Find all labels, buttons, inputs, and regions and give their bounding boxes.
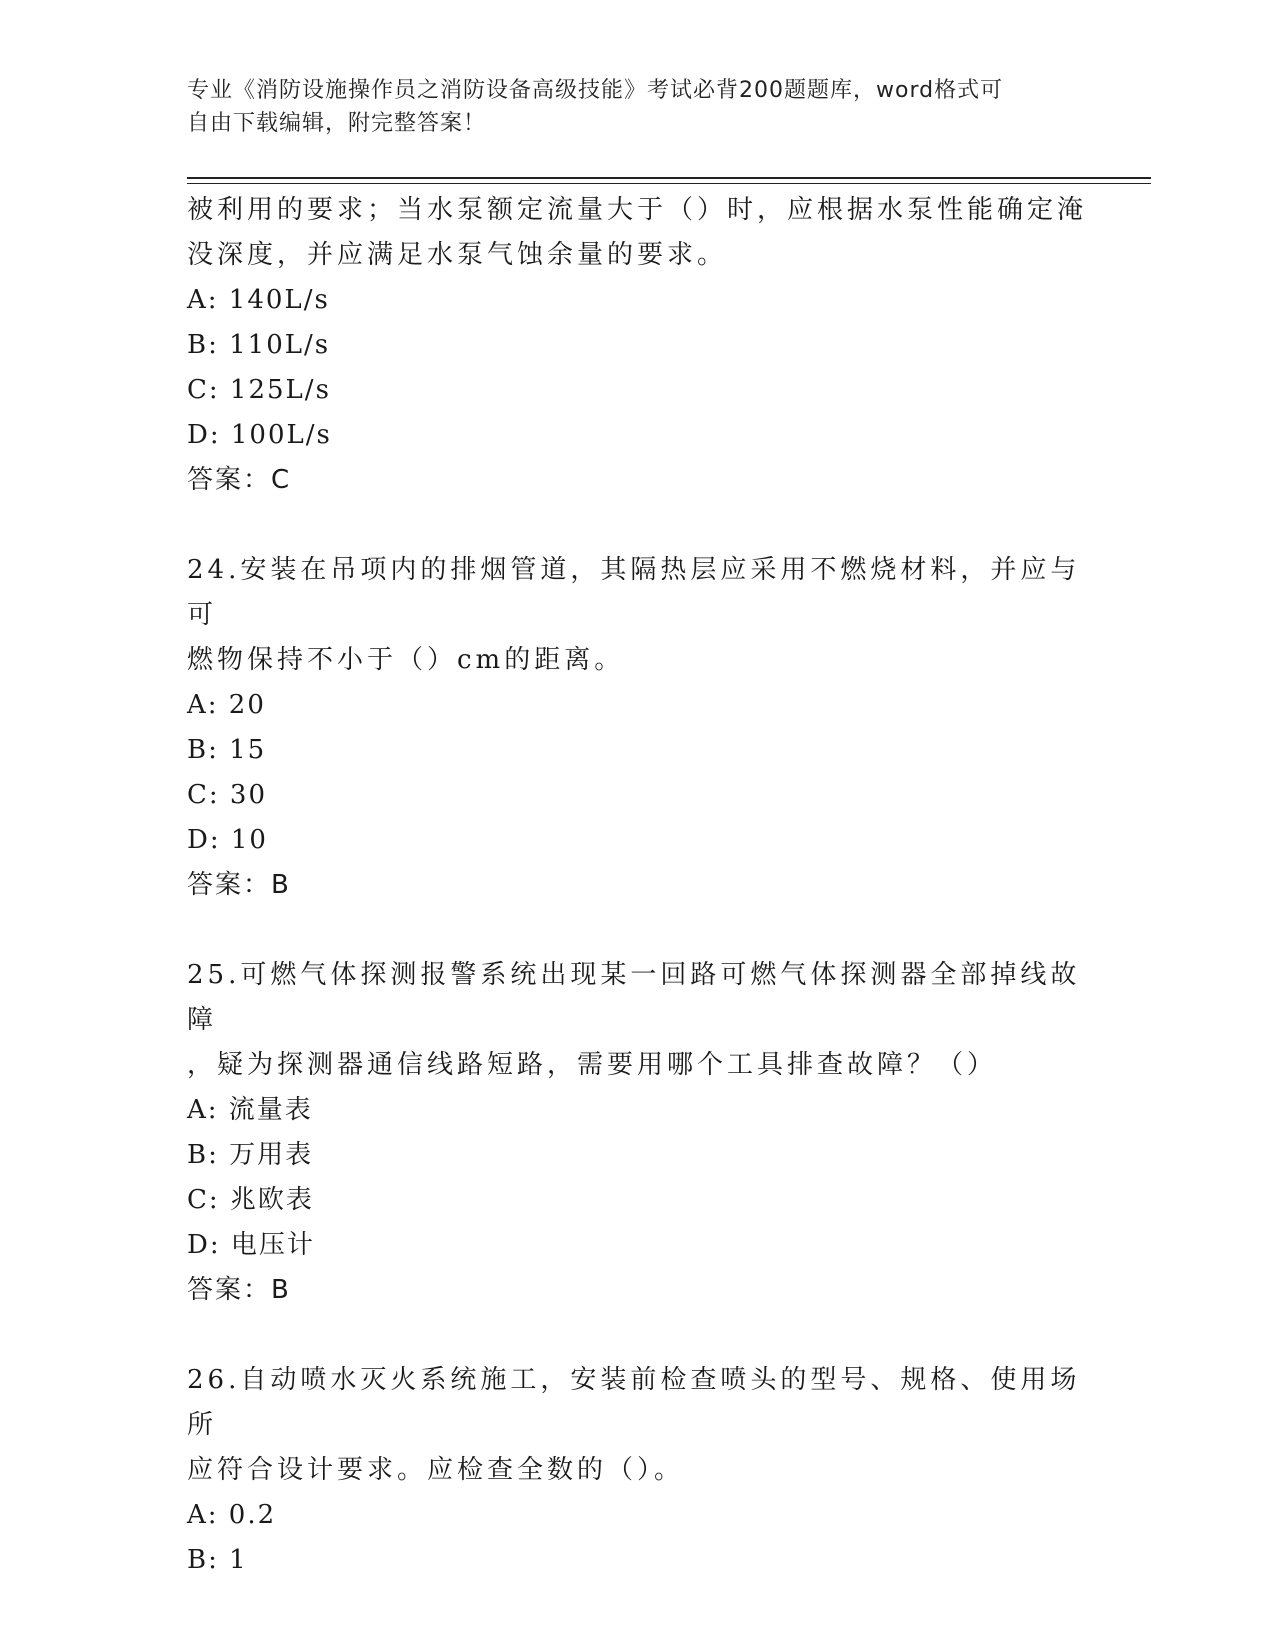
question-text: 26.自动喷水灭火系统施工，安装前检查喷头的型号、规格、使用场所 [187, 1365, 1081, 1440]
question-25 [187, 953, 1087, 1313]
header-divider-thick [187, 177, 1151, 179]
question-26 [187, 1358, 1087, 1583]
option-b: B: 15 [187, 735, 267, 765]
question-23 [187, 188, 1087, 503]
option-d: D: 10 [187, 825, 268, 855]
question-text: 燃物保持不小于（）cm的距离。 [187, 645, 625, 675]
question-list [187, 188, 1087, 1583]
question-text: 被利用的要求；当水泵额定流量大于（）时，应根据水泵性能确定淹 [187, 195, 1088, 225]
option-c: C: 兆欧表 [187, 1185, 314, 1215]
answer: 答案：B [187, 1275, 291, 1305]
option-d: D: 100L/s [187, 420, 332, 450]
header-divider-thin [187, 183, 1151, 184]
question-text: 没深度，并应满足水泵气蚀余量的要求。 [187, 240, 728, 270]
question-text: 24.安装在吊项内的排烟管道，其隔热层应采用不燃烧材料，并应与可 [187, 555, 1081, 630]
option-c: C: 125L/s [187, 375, 331, 405]
answer: 答案：C [187, 465, 292, 495]
question-text: 应符合设计要求。应检查全数的（）。 [187, 1455, 685, 1485]
option-a: A: 140L/s [187, 285, 330, 315]
question-text: 25.可燃气体探测报警系统出现某一回路可燃气体探测器全部掉线故障 [187, 960, 1081, 1035]
option-a: A: 流量表 [187, 1095, 313, 1125]
option-a: A: 20 [187, 690, 266, 720]
header-line-2: 自由下载编辑，附完整答案！ [187, 111, 487, 136]
option-b: B: 1 [187, 1545, 248, 1575]
answer: 答案：B [187, 870, 291, 900]
option-a: A: 0.2 [187, 1500, 277, 1530]
option-b: B: 110L/s [187, 330, 331, 360]
option-b: B: 万用表 [187, 1140, 314, 1170]
document-header [187, 74, 1067, 140]
question-24 [187, 548, 1087, 908]
option-c: C: 30 [187, 780, 268, 810]
option-d: D: 电压计 [187, 1230, 315, 1260]
header-line-1: 专业《消防设施操作员之消防设备高级技能》考试必背200题题库，word格式可 [187, 78, 1004, 103]
question-text: ，疑为探测器通信线路短路，需要用哪个工具排查故障？（） [187, 1050, 998, 1080]
